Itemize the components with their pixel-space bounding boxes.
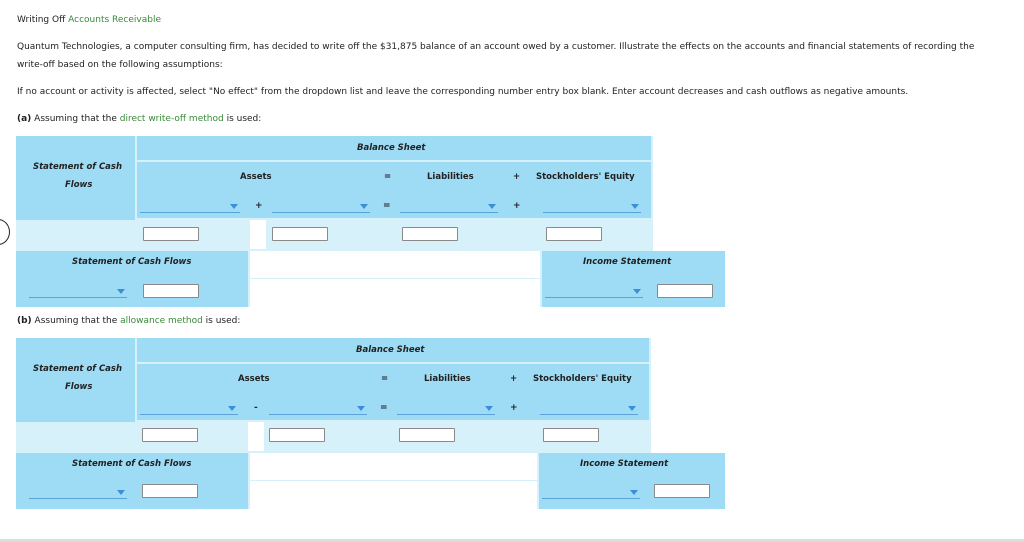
chevron-down-icon: [485, 406, 493, 411]
scf-activity-input[interactable]: [143, 284, 199, 298]
chevron-down-icon: [631, 204, 639, 209]
liabilities-dropdown[interactable]: [400, 200, 498, 213]
liabilities-amount-input[interactable]: [402, 227, 458, 241]
income-statement-header: Income Statement: [580, 459, 669, 469]
equals-op: =: [380, 403, 388, 413]
plus-sign: +: [513, 172, 521, 182]
assets-dropdown-2[interactable]: [272, 200, 370, 213]
liabilities-dropdown[interactable]: [397, 402, 495, 415]
equity-header: Stockholders' Equity: [536, 172, 635, 182]
scf-amount-input[interactable]: [143, 227, 199, 241]
part-b-heading: (b) Assuming that the allowance method is used:: [17, 316, 241, 326]
assets-header: Assets: [240, 172, 272, 182]
part-a-heading: (a) Assuming that the direct write-off method is used:: [17, 114, 262, 124]
operator: -: [254, 403, 258, 413]
scf-activity-input[interactable]: [142, 484, 198, 498]
scf-header-line2: Flows: [65, 382, 93, 392]
plus-op: +: [510, 403, 518, 413]
circle-marker: [0, 219, 10, 245]
equity-dropdown[interactable]: [540, 402, 638, 415]
liabilities-amount-input[interactable]: [399, 428, 455, 442]
scf-full-header: Statement of Cash Flows: [72, 257, 192, 267]
scf-header-line1: Statement of Cash: [33, 364, 123, 374]
chevron-down-icon: [633, 289, 641, 294]
scf-header-line1: Statement of Cash: [33, 162, 123, 172]
equals-sign: =: [381, 374, 389, 384]
intro-line-1: Quantum Technologies, a computer consulting firm, has decided to write off the $31,875 balance of an account owed by a customer. Illustrate the effects on the accounts and financial statements of recording the: [17, 42, 975, 52]
scf-full-header: Statement of Cash Flows: [72, 459, 192, 469]
income-amount-input[interactable]: [657, 284, 713, 298]
liabilities-header: Liabilities: [427, 172, 474, 182]
page-title: Writing Off Accounts Receivable: [17, 15, 162, 25]
liabilities-header: Liabilities: [424, 374, 471, 384]
scf-activity-dropdown[interactable]: [29, 486, 127, 499]
intro-line-2: write-off based on the following assumptions:: [17, 60, 223, 70]
assets-dropdown[interactable]: [140, 200, 240, 213]
chevron-down-icon: [488, 204, 496, 209]
instructions: If no account or activity is affected, select "No effect" from the dropdown list and leave the corresponding number entry box blank. Enter account decreases and cash outflows as negative amounts.: [17, 87, 909, 97]
assets-amount-input[interactable]: [269, 428, 325, 442]
income-amount-input[interactable]: [654, 484, 710, 498]
scf-header-line2: Flows: [65, 180, 93, 190]
scf-activity-dropdown[interactable]: [29, 285, 127, 298]
chevron-down-icon: [357, 406, 365, 411]
chevron-down-icon: [628, 406, 636, 411]
income-statement-header: Income Statement: [583, 257, 672, 267]
chevron-down-icon: [228, 406, 236, 411]
income-dropdown[interactable]: [545, 285, 643, 298]
scf-amount-input[interactable]: [142, 428, 198, 442]
operator: +: [255, 201, 263, 211]
assets-amount-input[interactable]: [272, 227, 328, 241]
chevron-down-icon: [230, 204, 238, 209]
equity-amount-input[interactable]: [546, 227, 602, 241]
equity-header: Stockholders' Equity: [533, 374, 632, 384]
balance-sheet-header: Balance Sheet: [357, 143, 426, 153]
chevron-down-icon: [117, 490, 125, 495]
equals-sign: =: [384, 172, 392, 182]
assets-dropdown[interactable]: [140, 402, 238, 415]
chevron-down-icon: [117, 289, 125, 294]
chevron-down-icon: [360, 204, 368, 209]
equals-op: =: [383, 201, 391, 211]
balance-sheet-header: Balance Sheet: [356, 345, 425, 355]
chevron-down-icon: [630, 490, 638, 495]
plus-op: +: [513, 201, 521, 211]
assets-header: Assets: [238, 374, 270, 384]
plus-sign: +: [510, 374, 518, 384]
equity-dropdown[interactable]: [543, 200, 641, 213]
assets-dropdown-2[interactable]: [269, 402, 367, 415]
equity-amount-input[interactable]: [543, 428, 599, 442]
income-dropdown[interactable]: [542, 486, 640, 499]
